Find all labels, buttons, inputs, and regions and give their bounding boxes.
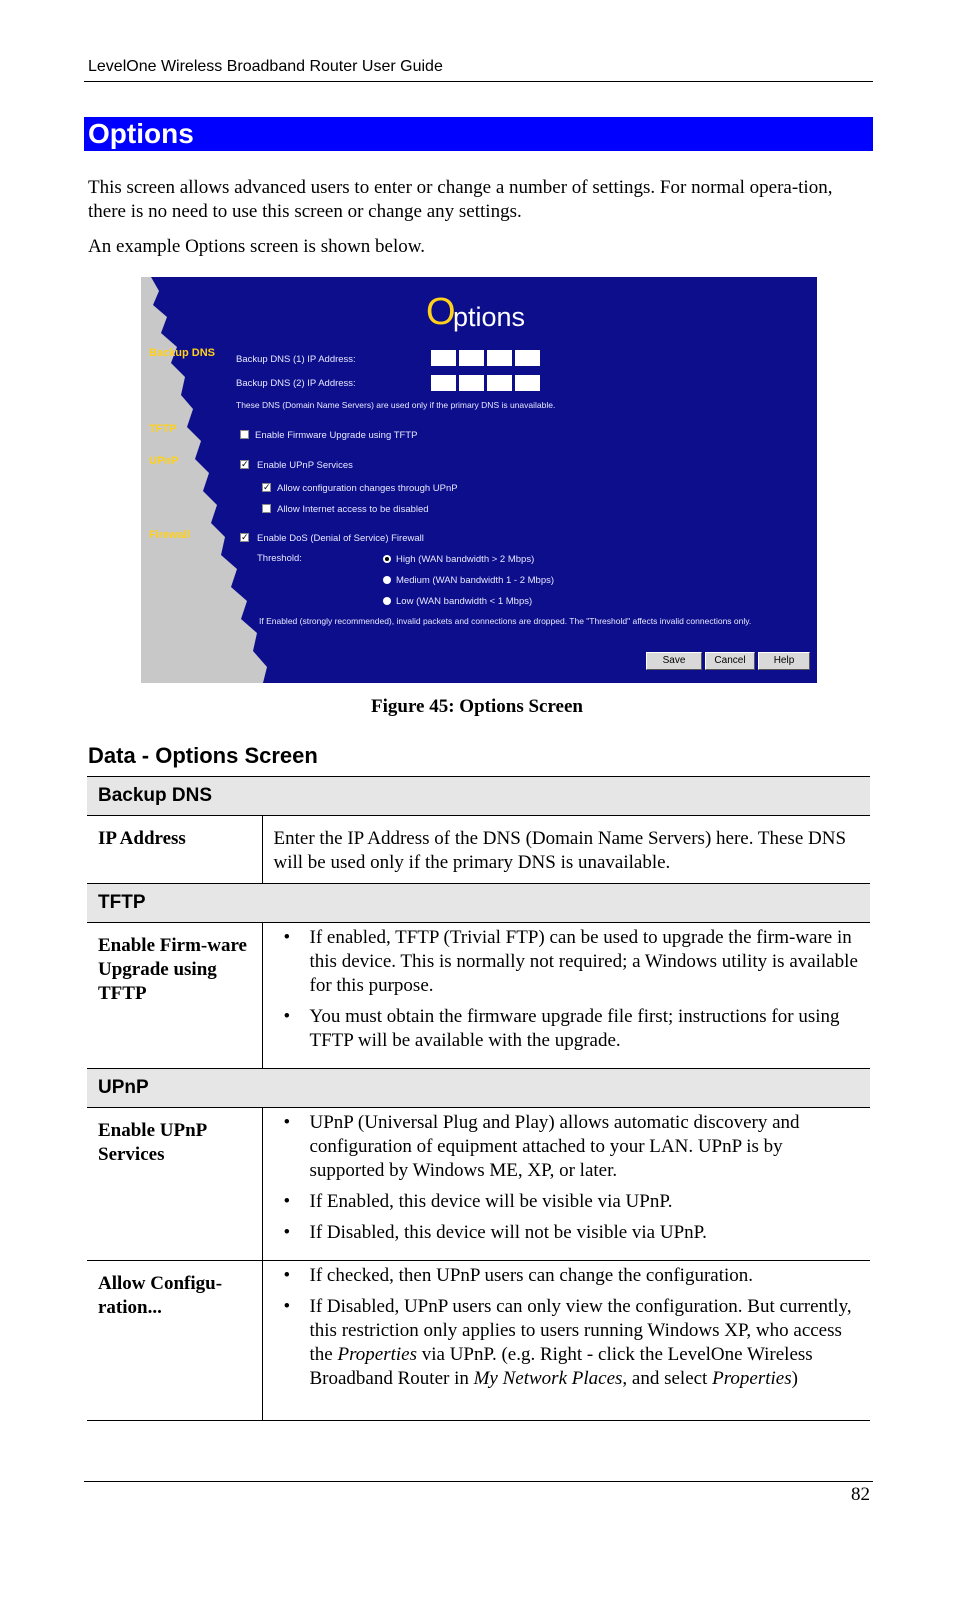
emphasis-properties: Properties [337,1344,417,1365]
emphasis-my-network-places: My Network Places [473,1368,623,1389]
running-header: LevelOne Wireless Broadband Router User Guide [88,58,443,75]
dns1-octet-3 [487,350,512,366]
section-backup-dns: Backup DNS [87,777,870,816]
screenshot-title: ptions [453,302,526,332]
list-item: • If Enabled, this device will be visible via UPnP. [274,1190,860,1214]
tftp-label: Enable Firmware Upgrade using TFTP [255,430,418,441]
cancel-button: Cancel [705,652,755,670]
dns1-octet-4 [515,350,540,366]
section-upnp: UPnP [87,1069,870,1108]
text-run: ) [791,1368,798,1389]
list-item: • If Disabled, this device will not be visible via UPnP. [274,1221,860,1245]
emphasis-properties: Properties [712,1368,792,1389]
row-desc-ip-address: Enter the IP Address of the DNS (Domain Name Servers) here. These DNS will be used only if the primary DNS is unavailable. [262,816,870,884]
options-data-table [87,776,870,1421]
sec-upnp: UPnP [149,455,179,467]
list-item [274,1295,860,1391]
sec-backup-dns: Backup DNS [149,347,216,359]
save-button: Save [646,652,702,670]
intro-paragraph: This screen allows advanced users to enter or change a number of settings. For normal opera-tion, there is no need to use this screen or change any settings. [88,177,833,222]
threshold-label: Threshold: [257,553,302,564]
dns1-octet-1 [431,350,456,366]
row-desc-upnp [262,1108,870,1261]
table-section-row [87,884,870,923]
sec-tftp: TFTP [149,423,177,435]
intro-example-text: An example Options screen is shown below. [88,236,426,257]
threshold-high-label: High (WAN bandwidth > 2 Mbps) [396,554,535,565]
dos-checkbox: ✓ [241,532,249,542]
threshold-medium-radio [383,576,391,584]
row-label-allow-config: Allow Configu-ration... [87,1261,262,1421]
table-row [87,1108,870,1261]
footer-rule [84,1481,873,1482]
text-run: via UPnP. (e.g. Right - click the LevelOne Wireless Broadband Router in [309,1344,813,1389]
upnp-config-label: Allow configuration changes through UPnP [277,483,458,494]
threshold-high-radio [383,555,391,563]
section-title-bar [84,117,873,151]
dns2-octet-2 [459,375,484,391]
row-desc-tftp [262,923,870,1069]
upnp-internet-checkbox [262,504,271,513]
header-rule [84,81,873,82]
tftp-checkbox [240,430,249,439]
row-label-ip-address: IP Address [87,816,262,884]
dns-note: These DNS (Domain Name Servers) are used only if the primary DNS is unavailable. [236,400,556,410]
text-run: , and select [622,1368,713,1389]
dns2-octet-3 [487,375,512,391]
row-label-upnp: Enable UPnP Services [87,1108,262,1261]
threshold-low-label: Low (WAN bandwidth < 1 Mbps) [396,596,533,607]
threshold-medium-label: Medium (WAN bandwidth 1 - 2 Mbps) [396,575,555,586]
table-row [87,816,870,884]
sub-heading: Data - Options Screen [88,743,318,768]
dns2-label: Backup DNS (2) IP Address: [236,378,356,389]
section-tftp: TFTP [87,884,870,923]
list-item: • If enabled, TFTP (Trivial FTP) can be used to upgrade the firm-ware in this device. This is normally not required; a Windows utility is available for this purpose. [274,926,860,998]
page-number: 82 [851,1484,870,1505]
table-row [87,923,870,1069]
dns2-octet-1 [431,375,456,391]
list-item: • If checked, then UPnP users can change the configuration. [274,1264,860,1288]
table-row [87,1261,870,1421]
dos-label: Enable DoS (Denial of Service) Firewall [257,533,424,544]
figure-caption: Figure 45: Options Screen [371,696,583,717]
dos-note: If Enabled (strongly recommended), invalid packets and connections are dropped. The "Threshold" affects invalid connections only. [259,616,752,626]
upnp-config-checkbox: ✓ [263,482,271,492]
section-title: Options [88,118,194,149]
row-label-tftp: Enable Firm-ware Upgrade using TFTP [87,923,262,1069]
options-screenshot [141,277,817,683]
dns2-octet-4 [515,375,540,391]
upnp-internet-label: Allow Internet access to be disabled [277,504,429,515]
list-item: • You must obtain the firmware upgrade file first; instructions for using TFTP will be available with the upgrade. [274,1005,860,1053]
threshold-low-radio [383,597,391,605]
upnp-checkbox: ✓ [241,459,249,469]
table-section-row [87,777,870,816]
row-desc-allow-config [262,1261,870,1421]
screenshot-title-initial: O [426,291,456,333]
help-button: Help [758,652,810,670]
text-run: If Disabled, UPnP users can only view the configuration. But currently, this restriction only applies to users running Windows XP, who access the [309,1296,852,1365]
upnp-label: Enable UPnP Services [257,460,353,471]
dns1-octet-2 [459,350,484,366]
table-section-row [87,1069,870,1108]
sec-firewall: Firewall [149,529,190,541]
list-item: • UPnP (Universal Plug and Play) allows automatic discovery and configuration of equipment attached to your LAN. UPnP is by supported by Windows ME, XP, or later. [274,1111,860,1183]
dns1-label: Backup DNS (1) IP Address: [236,354,356,365]
